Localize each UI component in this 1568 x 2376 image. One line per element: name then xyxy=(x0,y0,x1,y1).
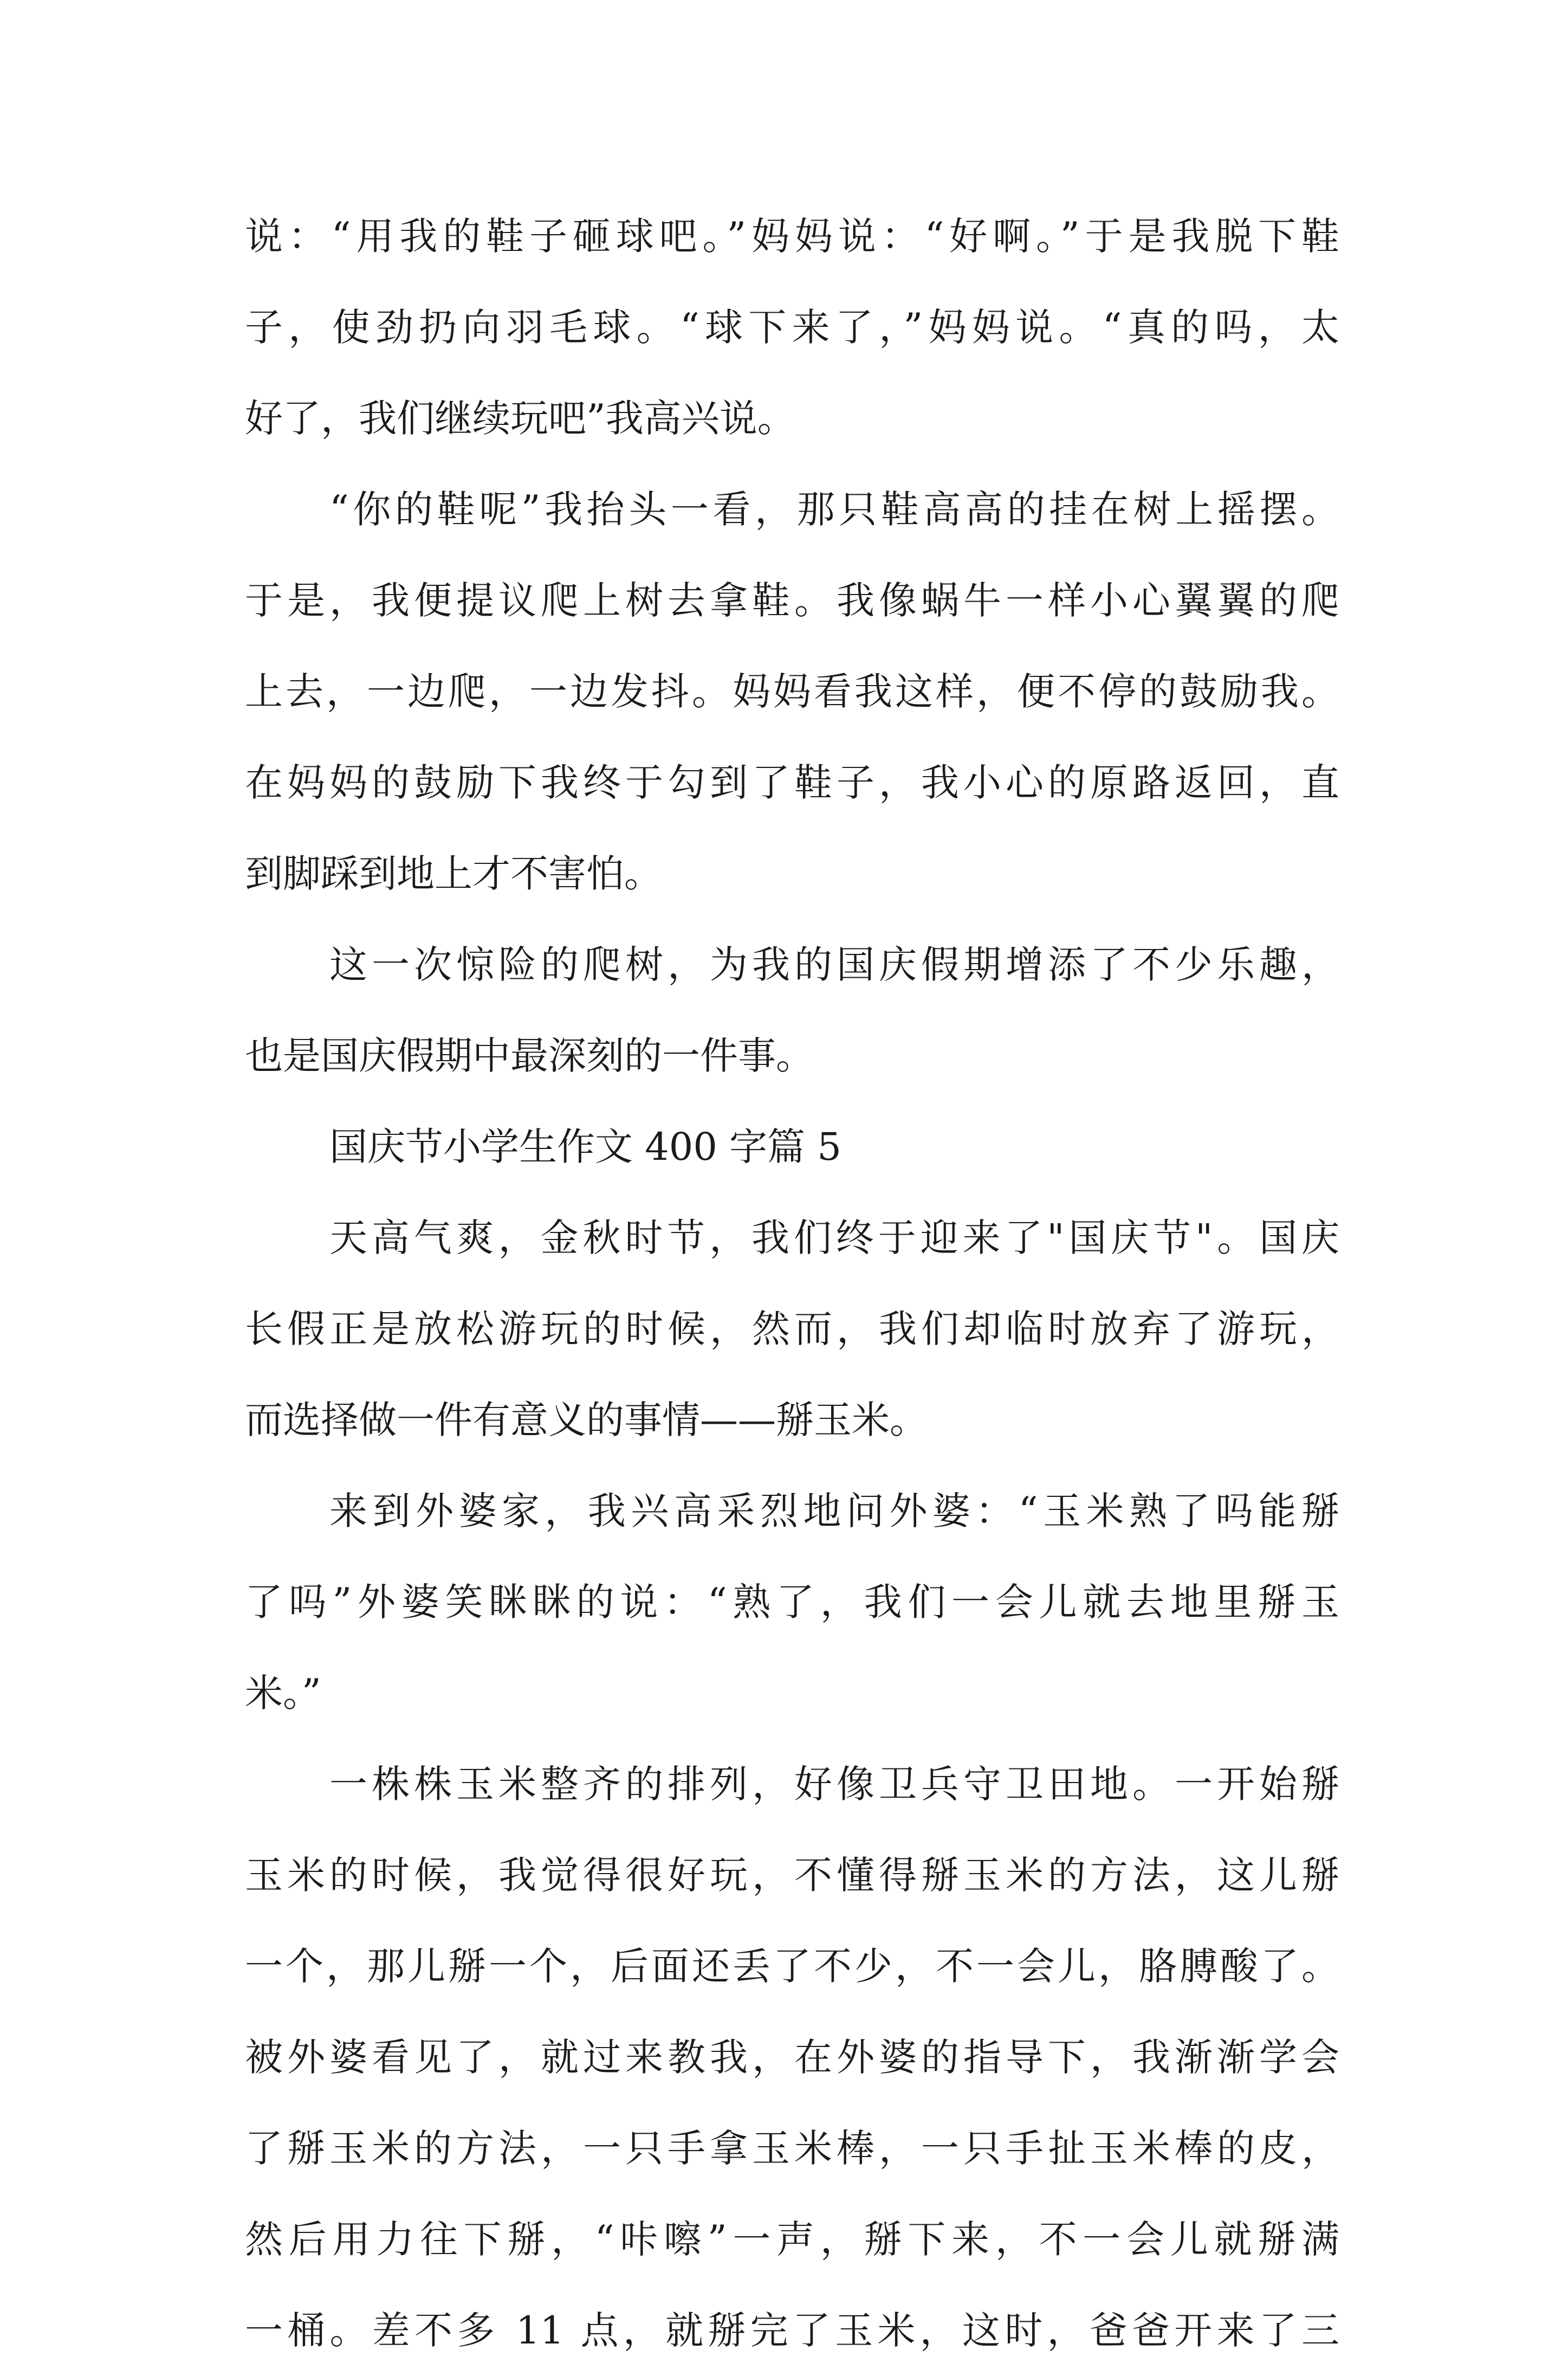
text-line: 被外婆看见了，就过来教我，在外婆的指导下，我渐渐学会 xyxy=(245,2035,1339,2080)
essay-body xyxy=(245,191,1339,2376)
text-line: 一桶。差不多 11 点，就掰完了玉米，这时，爸爸开来了三 xyxy=(245,2308,1339,2353)
text-line: 于是，我便提议爬上树去拿鞋。我像蜗牛一样小心翼翼的爬 xyxy=(245,578,1339,623)
text-line: 米。” xyxy=(245,1671,321,1715)
text-line: 玉米的时候，我觉得很好玩，不懂得掰玉米的方法，这儿掰 xyxy=(245,1853,1339,1897)
text-line: 天高气爽，金秋时节，我们终于迎来了"国庆节"。国庆 xyxy=(329,1216,1339,1260)
text-line: 来到外婆家，我兴高采烈地问外婆：“玉米熟了吗能掰 xyxy=(329,1489,1339,1533)
text-line: 也是国庆假期中最深刻的一件事。 xyxy=(245,1034,814,1078)
section-heading: 国庆节小学生作文 400 字篇 5 xyxy=(329,1125,841,1169)
text-line: 好了，我们继续玩吧”我高兴说。 xyxy=(245,396,795,441)
text-line: 了掰玉米的方法，一只手拿玉米棒，一只手扯玉米棒的皮， xyxy=(245,2126,1339,2171)
text-line: 长假正是放松游玩的时候，然而，我们却临时放弃了游玩， xyxy=(245,1307,1339,1351)
text-line: “你的鞋呢”我抬头一看，那只鞋高高的挂在树上摇摆。 xyxy=(329,487,1339,532)
text-line: 一株株玉米整齐的排列，好像卫兵守卫田地。一开始掰 xyxy=(329,1762,1339,1806)
text-line: 一个，那儿掰一个，后面还丢了不少，不一会儿，胳膊酸了。 xyxy=(245,1944,1339,1988)
text-line: 然后用力往下掰，“咔嚓”一声，掰下来，不一会儿就掰满 xyxy=(245,2217,1339,2262)
text-line: 而选择做一件有意义的事情——掰玉米。 xyxy=(245,1398,928,1442)
text-line: 上去，一边爬，一边发抖。妈妈看我这样，便不停的鼓励我。 xyxy=(245,669,1339,714)
text-line: 了吗”外婆笑眯眯的说：“熟了，我们一会儿就去地里掰玉 xyxy=(245,1580,1339,1624)
text-line: 这一次惊险的爬树，为我的国庆假期增添了不少乐趣， xyxy=(329,942,1339,987)
text-line: 到脚踩到地上才不害怕。 xyxy=(245,851,662,896)
text-line: 子，使劲扔向羽毛球。“球下来了，”妈妈说。“真的吗，太 xyxy=(245,305,1339,350)
text-line: 说：“用我的鞋子砸球吧。”妈妈说：“好啊。”于是我脱下鞋 xyxy=(245,214,1339,259)
text-line: 在妈妈的鼓励下我终于勾到了鞋子，我小心的原路返回，直 xyxy=(245,760,1339,805)
